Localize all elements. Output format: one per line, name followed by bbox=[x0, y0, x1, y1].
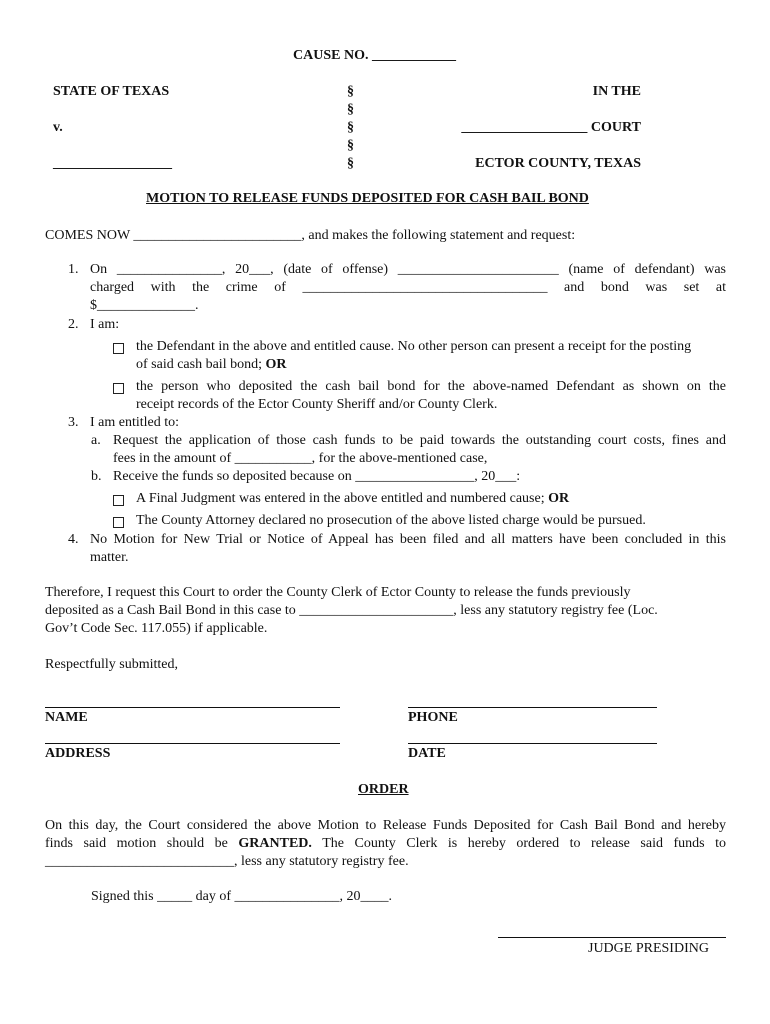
name-signature-line[interactable] bbox=[45, 707, 340, 708]
item-4-line-1: No Motion for New Trial or Notice of Appeal has been filed and all matters have been concluded in this bbox=[90, 532, 726, 547]
item-2-text: I am: bbox=[90, 317, 120, 332]
section-mark: § bbox=[347, 156, 354, 171]
final-judgment-option bbox=[136, 490, 569, 508]
order-line-1: On this day, the Court considered the above Motion to Release Funds Deposited for Cash Bail Bond and hereby bbox=[45, 818, 726, 833]
versus-label: v. bbox=[53, 120, 63, 135]
section-mark: § bbox=[347, 84, 354, 99]
phone-label: PHONE bbox=[408, 710, 458, 725]
item-1-line-1: On _______________, 20___, (date of offense) _______________________ (name of defendant) was bbox=[90, 262, 726, 277]
option-defendant-line-2 bbox=[136, 356, 286, 374]
no-prosecution-option: The County Attorney declared no prosecution of the above listed charge would be pursued. bbox=[136, 513, 646, 528]
final-judgment-text: A Final Judgment was entered in the above entitled and numbered cause; bbox=[136, 491, 545, 506]
or-label: OR bbox=[265, 357, 287, 372]
therefore-line-1: Therefore, I request this Court to order the County Clerk of Ector County to release the funds previously bbox=[45, 585, 631, 600]
court-blank: __________________ COURT bbox=[461, 120, 641, 135]
respectfully-submitted: Respectfully submitted, bbox=[45, 657, 178, 672]
section-mark: § bbox=[347, 138, 354, 153]
item-3a-line-1: Request the application of those cash funds to be paid towards the outstanding court costs, fines and bbox=[113, 433, 726, 448]
signed-this-line: Signed this _____ day of _______________, 20____. bbox=[91, 889, 392, 904]
cause-number: CAUSE NO. ____________ bbox=[293, 48, 456, 63]
option-depositor-line-1: the person who deposited the cash bail bond for the above-named Defendant as shown on the bbox=[136, 379, 726, 394]
item-1-line-3: $______________. bbox=[90, 298, 199, 313]
option-defendant-text: of said cash bail bond; bbox=[136, 357, 262, 372]
order-release-text: The County Clerk is hereby ordered to release said funds to bbox=[322, 836, 727, 851]
item-number: 2. bbox=[68, 317, 79, 332]
in-the-label: IN THE bbox=[592, 84, 641, 99]
document-title: MOTION TO RELEASE FUNDS DEPOSITED FOR CASH BAIL BOND bbox=[146, 191, 589, 206]
therefore-line-2: deposited as a Cash Bail Bond in this case to ______________________, less any statutory registry fee (Loc. bbox=[45, 603, 658, 618]
sub-item-label: b. bbox=[91, 469, 102, 484]
item-3a-line-2: fees in the amount of ___________, for the above-mentioned case, bbox=[113, 451, 488, 466]
order-line-2 bbox=[45, 835, 726, 853]
address-signature-line[interactable] bbox=[45, 743, 340, 744]
phone-signature-line[interactable] bbox=[408, 707, 657, 708]
checkbox-option-defendant[interactable] bbox=[113, 342, 124, 360]
intro-statement: COMES NOW ________________________, and makes the following statement and request: bbox=[45, 228, 576, 243]
date-label: DATE bbox=[408, 746, 446, 761]
state-of-texas-label: STATE OF TEXAS bbox=[53, 84, 170, 99]
defendant-name-blank: _________________ bbox=[53, 156, 172, 171]
judge-presiding-label: JUDGE PRESIDING bbox=[588, 941, 709, 956]
option-depositor-line-2: receipt records of the Ector County Sheriff and/or County Clerk. bbox=[136, 397, 498, 412]
option-defendant-line-1: the Defendant in the above and entitled cause. No other person can present a receipt for the posting bbox=[136, 339, 692, 354]
order-heading: ORDER bbox=[358, 782, 409, 797]
date-signature-line[interactable] bbox=[408, 743, 657, 744]
section-mark: § bbox=[347, 102, 354, 117]
county-label: ECTOR COUNTY, TEXAS bbox=[475, 156, 641, 171]
order-line-3: ___________________________, less any statutory registry fee. bbox=[45, 854, 409, 869]
item-1-line-2: charged with the crime of ___________________________________ and bond was set at bbox=[90, 280, 726, 295]
item-number: 4. bbox=[68, 532, 79, 547]
or-label: OR bbox=[548, 491, 570, 506]
section-mark: § bbox=[347, 120, 354, 135]
item-number: 3. bbox=[68, 415, 79, 430]
therefore-line-3: Gov’t Code Sec. 117.055) if applicable. bbox=[45, 621, 268, 636]
item-4-line-2: matter. bbox=[90, 550, 129, 565]
order-findings-text: finds said motion should be bbox=[45, 836, 228, 851]
item-3b-line-1: Receive the funds so deposited because on _________________, 20___: bbox=[113, 469, 521, 484]
address-label: ADDRESS bbox=[45, 746, 111, 761]
checkbox-final-judgment[interactable] bbox=[113, 494, 124, 512]
judge-signature-line[interactable] bbox=[498, 937, 726, 938]
granted-label: GRANTED. bbox=[238, 836, 312, 851]
name-label: NAME bbox=[45, 710, 88, 725]
item-number: 1. bbox=[68, 262, 79, 277]
checkbox-option-depositor[interactable] bbox=[113, 382, 124, 400]
sub-item-label: a. bbox=[91, 433, 101, 448]
item-3-text: I am entitled to: bbox=[90, 415, 180, 430]
